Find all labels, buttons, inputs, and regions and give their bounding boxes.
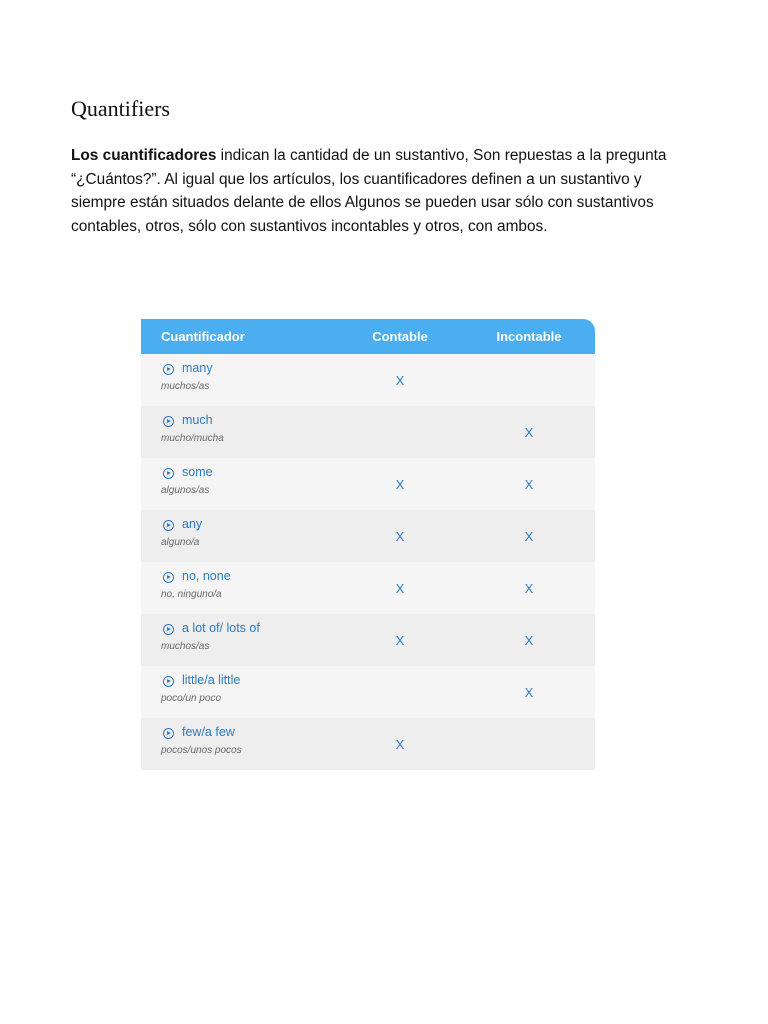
intro-bold-term: Los cuantificadores [71, 147, 217, 164]
countable-mark: X [395, 476, 405, 492]
quantifier-translation: pocos/unos pocos [161, 745, 242, 756]
uncountable-mark: X [524, 632, 534, 648]
quantifier-word[interactable]: much [182, 413, 213, 427]
table-row [141, 614, 595, 666]
quantifier-translation: muchos/as [161, 381, 210, 392]
page-title: Quantifiers [71, 96, 170, 121]
countable-mark [337, 666, 463, 718]
header-uncountable: Incontable [496, 329, 562, 344]
uncountable-mark: X [524, 424, 534, 440]
table-row [141, 510, 595, 562]
table-row [141, 562, 595, 614]
table-header [141, 319, 595, 354]
countable-mark: X [395, 580, 405, 596]
table-row [141, 458, 595, 510]
countable-mark: X [395, 372, 405, 388]
countable-mark: X [395, 736, 405, 752]
table-row [141, 354, 595, 406]
play-audio-icon[interactable] [163, 364, 174, 375]
play-audio-icon[interactable] [163, 468, 174, 479]
play-audio-icon[interactable] [163, 416, 174, 427]
quantifier-translation: no, ninguno/a [161, 589, 222, 600]
table-row [141, 406, 595, 458]
countable-mark [337, 406, 463, 458]
uncountable-mark: X [524, 476, 534, 492]
quantifier-cell [141, 666, 337, 718]
quantifier-cell [141, 562, 337, 614]
quantifiers-table [141, 319, 595, 770]
header-quantifier: Cuantificador [161, 329, 245, 344]
quantifier-word[interactable]: any [182, 517, 203, 531]
play-audio-icon[interactable] [163, 676, 174, 687]
quantifier-cell [141, 718, 337, 770]
quantifier-cell [141, 614, 337, 666]
uncountable-mark: X [524, 528, 534, 544]
uncountable-mark: X [524, 684, 534, 700]
uncountable-mark [463, 354, 595, 406]
intro-paragraph [71, 144, 671, 238]
play-audio-icon[interactable] [163, 624, 174, 635]
quantifier-cell [141, 510, 337, 562]
play-audio-icon[interactable] [163, 728, 174, 739]
quantifier-cell [141, 406, 337, 458]
quantifier-word[interactable]: some [182, 465, 213, 479]
quantifier-translation: poco/un poco [161, 693, 222, 704]
quantifier-word[interactable]: little/a little [182, 673, 241, 687]
uncountable-mark: X [524, 580, 534, 596]
quantifier-word[interactable]: no, none [182, 569, 231, 583]
quantifier-word[interactable]: many [182, 361, 213, 375]
play-audio-icon[interactable] [163, 520, 174, 531]
quantifier-word[interactable]: a lot of/ lots of [182, 621, 260, 635]
quantifier-cell [141, 354, 337, 406]
quantifier-translation: alguno/a [161, 537, 200, 548]
uncountable-mark [463, 718, 595, 770]
countable-mark: X [395, 632, 405, 648]
table-row [141, 666, 595, 718]
play-audio-icon[interactable] [163, 572, 174, 583]
intro-text: indican la cantidad de un sustantivo, Son repuestas a la pregunta “¿Cuántos?”. Al igual que los artículos, los cuantificadores definen a un sustantivo y siempre están situados delante de ellos Algunos se pueden usar sólo con sustantivos contables, otros, sólo con sustantivos incontables y otros, con ambos. [71, 147, 667, 235]
quantifier-translation: muchos/as [161, 641, 210, 652]
table-row [141, 718, 595, 770]
quantifier-cell [141, 458, 337, 510]
quantifier-translation: mucho/mucha [161, 433, 224, 444]
header-countable: Contable [372, 329, 428, 344]
countable-mark: X [395, 528, 405, 544]
quantifier-word[interactable]: few/a few [182, 725, 235, 739]
quantifier-translation: algunos/as [161, 485, 210, 496]
